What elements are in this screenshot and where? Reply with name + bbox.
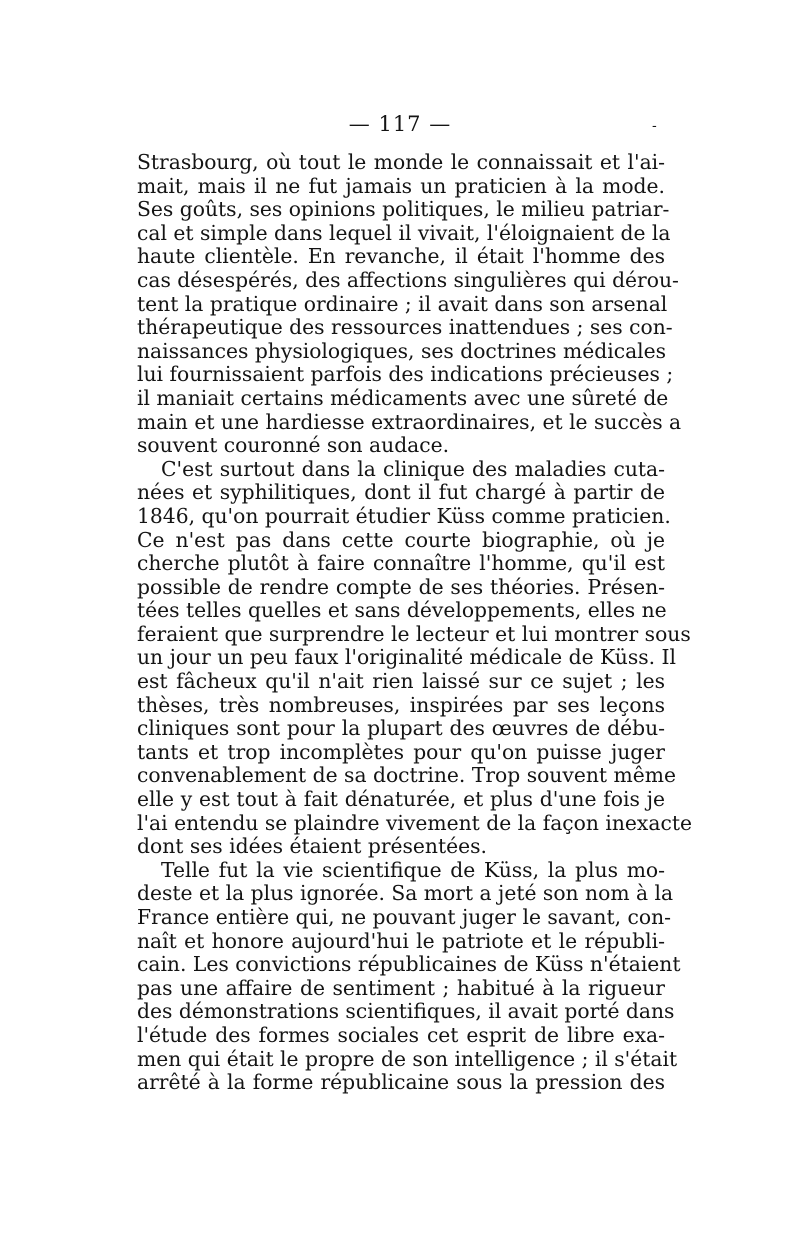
text-line: nées et syphilitiques, dont il fut chargé à partir de	[137, 480, 665, 505]
text-line: possible de rendre compte de ses théories. Présen-	[137, 574, 665, 599]
text-line: un jour un peu faux l'originalité médicale de Küss. Il	[137, 645, 677, 670]
text-line: des démonstrations scientifiques, il avait porté dans	[137, 999, 675, 1024]
text-line: thèses, très nombreuses, inspirées par ses leçons	[137, 692, 665, 717]
text-line: souvent couronné son audace.	[137, 433, 450, 458]
text-line: deste et la plus ignorée. Sa mort a jeté son nom à la	[137, 881, 674, 906]
text-line: naissances physiologiques, ses doctrines médicales	[137, 338, 667, 363]
text-line: tent la pratique ordinaire ; il avait dans son arsenal	[137, 291, 668, 316]
text-line: dont ses idées étaient présentées.	[137, 834, 488, 859]
text-line: Ce n'est pas dans cette courte biographie, où je	[137, 527, 665, 552]
text-line: 1846, qu'on pourrait étudier Küss comme praticien.	[137, 503, 671, 528]
text-line: thérapeutique des ressources inattendues ; ses con-	[137, 315, 673, 340]
text-line: arrêté à la forme républicaine sous la pression des	[137, 1070, 665, 1095]
text-line: tées telles quelles et sans développements, elles ne	[137, 598, 667, 623]
text-line: l'ai entendu se plaindre vivement de la façon inexacte	[137, 810, 692, 835]
text-line: mait, mais il ne fut jamais un praticien à la mode.	[137, 173, 665, 198]
text-line: est fâcheux qu'il n'ait rien laissé sur ce sujet ; les	[137, 669, 665, 694]
text-line: lui fournissaient parfois des indications précieuses ;	[137, 362, 674, 387]
text-line: Strasbourg, où tout le monde le connaissait et l'ai-	[137, 150, 665, 174]
text-line: Telle fut la vie scientifique de Küss, la plus mo-	[161, 857, 665, 882]
text-line: haute clientèle. En revanche, il était l'homme des	[137, 244, 665, 269]
body-text	[137, 150, 692, 1095]
text-line: cas désespérés, des affections singulières qui dérou-	[137, 267, 679, 292]
text-line: naît et honore aujourd'hui le patriote et le républi-	[137, 928, 665, 953]
text-line: convenablement de sa doctrine. Trop souvent même	[137, 763, 676, 788]
text-line: cherche plutôt à faire connaître l'homme, qu'il est	[137, 551, 665, 576]
text-line: tants et trop incomplètes pour qu'on puisse juger	[137, 739, 665, 764]
page-number: — 117 —	[348, 112, 452, 136]
corner-mark: -	[652, 118, 657, 134]
text-line: main et une hardiesse extraordinaires, et le succès a	[137, 409, 682, 434]
text-line: pas une affaire de sentiment ; habitué à la rigueur	[137, 975, 665, 1000]
text-line: cliniques sont pour la plupart des œuvres de débu-	[137, 716, 665, 741]
text-line: il maniait certains médicaments avec une sûreté de	[137, 385, 669, 410]
text-line: cain. Les convictions républicaines de Küss n'étaient	[137, 952, 681, 977]
text-line: feraient que surprendre le lecteur et lui montrer sous	[137, 621, 691, 646]
text-line: men qui était le propre de son intelligence ; il s'était	[137, 1046, 678, 1071]
text-line: elle y est tout à fait dénaturée, et plus d'une fois je	[137, 787, 665, 812]
text-line: cal et simple dans lequel il vivait, l'éloignaient de la	[137, 220, 671, 245]
text-line: C'est surtout dans la clinique des maladies cuta-	[161, 456, 665, 481]
text-line: France entière qui, ne pouvant juger le savant, con-	[137, 905, 672, 929]
text-line: Ses goûts, ses opinions politiques, le milieu patriar-	[137, 197, 670, 222]
text-line: l'étude des formes sociales cet esprit de libre exa-	[137, 1022, 665, 1047]
